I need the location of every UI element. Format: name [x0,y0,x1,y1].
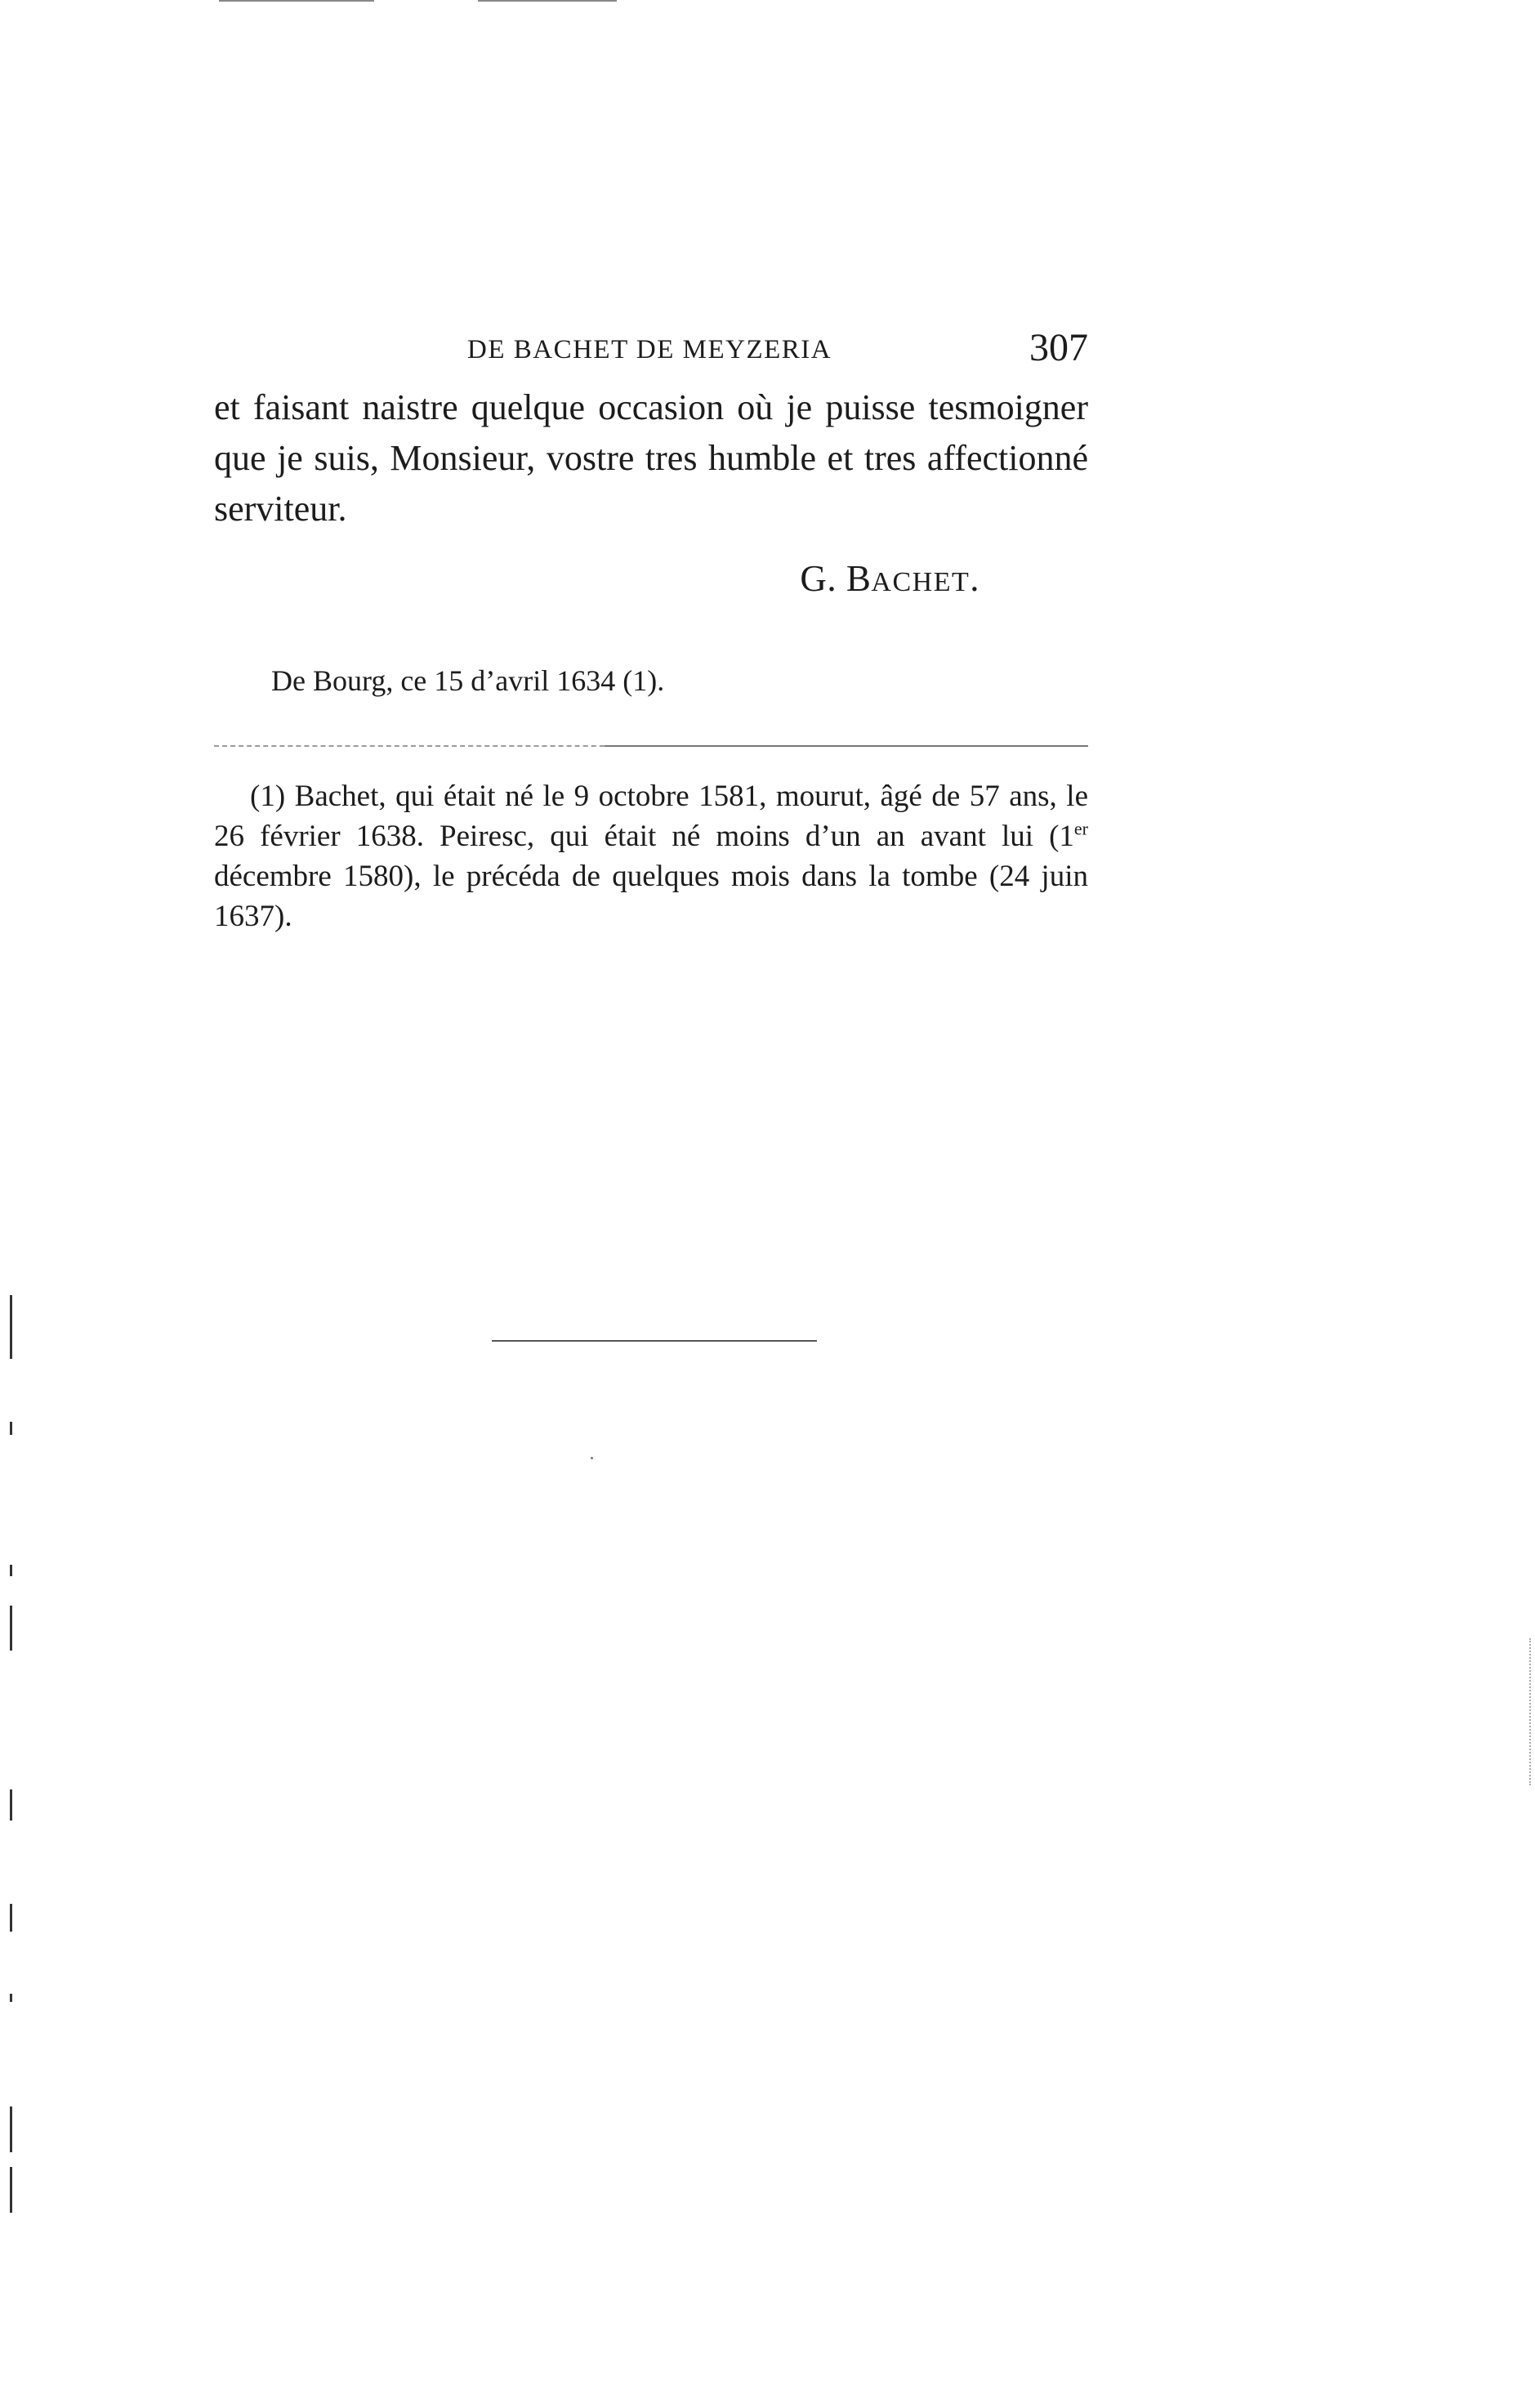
body-line: que je suis, Monsieur, vostre tres humble et tres affectionné [214,438,1088,478]
margin-scan-mark [10,1789,12,1821]
dateline: De Bourg, ce 15 d’avril 1634 (1). [271,664,665,697]
margin-scan-mark [10,1606,12,1651]
margin-scan-mark [10,1422,12,1435]
signature-period: . [970,558,979,599]
page-number: 307 [1029,326,1088,369]
margin-scan-mark [10,2167,12,2213]
scan-speck [591,1457,593,1459]
margin-scan-mark [10,1994,12,2002]
top-scan-rule [219,0,374,2]
body-line: et faisant naistre quelque occasion où je puisse tesmoigner [214,387,1088,427]
footnote-marker: (1) [250,780,286,813]
page-header [214,325,1088,374]
margin-scan-mark [10,1295,12,1359]
footnote [214,776,1088,936]
letter-closing-paragraph [214,382,1088,534]
end-rule [492,1340,817,1342]
body-line: serviteur. [214,489,347,529]
top-scan-rule [478,0,617,2]
footnote-separator-solid [605,745,1088,747]
signature-surname: ACHET [871,567,971,597]
margin-scan-mark [10,1904,12,1932]
running-title: DE BACHET DE MEYZERIA [467,335,832,364]
footnote-text-cont: décembre 1580), le précéda de quelques mois dans la tombe (24 juin 1637). [214,860,1088,933]
footnote-text: Bachet, qui était né le 9 octobre 1581, mourut, âgé de 57 ans, le 26 février 1638. Peiresc, qui était né moins d’un an avant lui (1 [214,780,1089,853]
signature [800,557,979,600]
signature-initial: G. B [800,558,872,599]
footnote-superscript: er [1073,818,1088,839]
margin-scan-mark [10,2106,12,2152]
margin-scan-mark [10,1565,12,1576]
scan-edge-dots [1529,1638,1533,1785]
